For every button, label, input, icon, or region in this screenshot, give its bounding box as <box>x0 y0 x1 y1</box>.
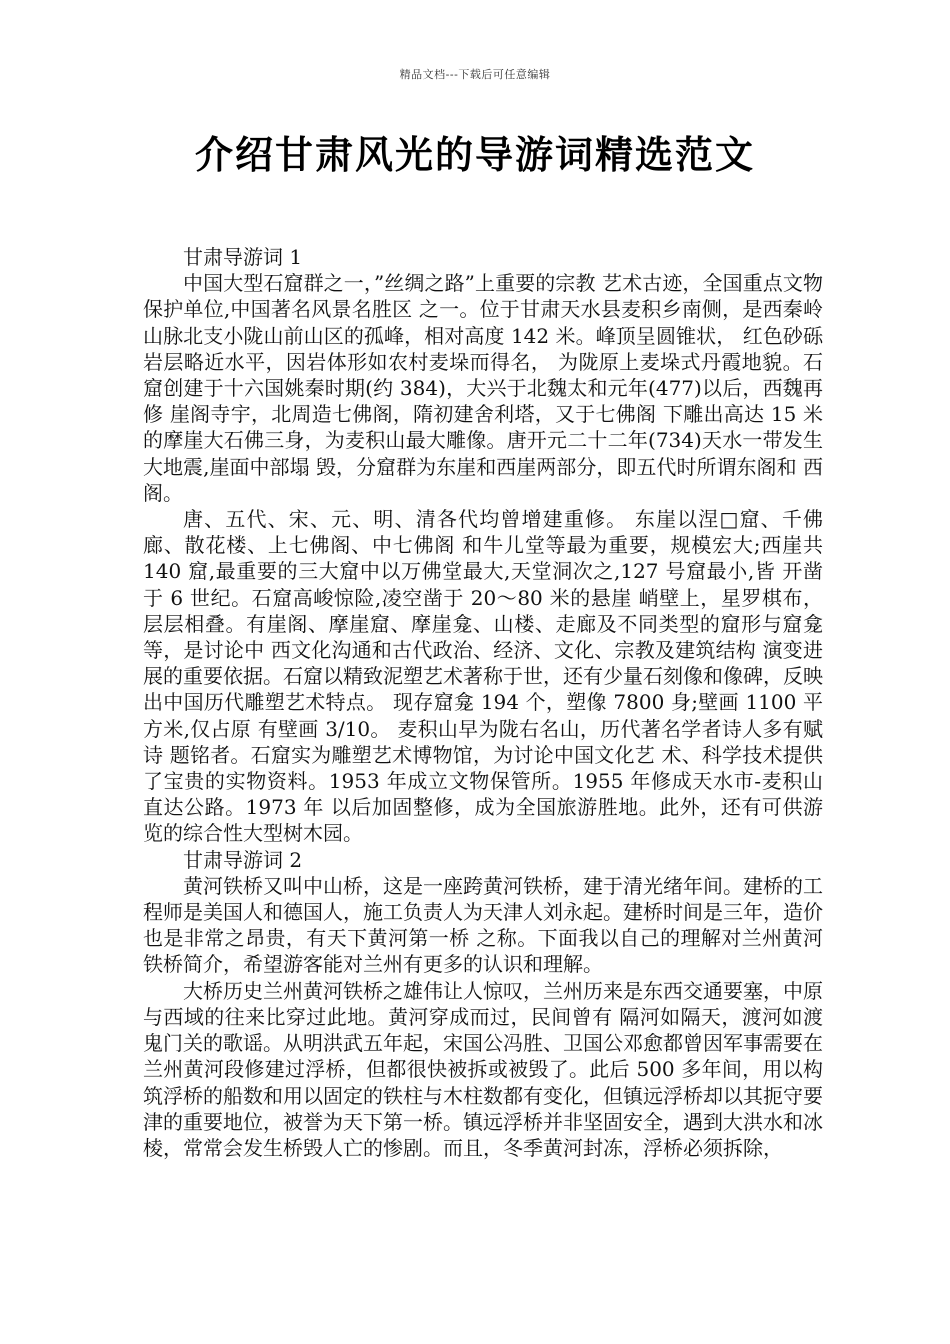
page-title: 介绍甘肃风光的导游词精选范文 <box>194 133 755 177</box>
paragraph-1: 中国大型石窟群之一，”丝绸之路”上重要的宗教 艺术古迹，全国重点文物保护单位,中国著名风景名胜区 之一。位于甘肃天水县麦积乡南侧，是西秦岭山脉北支小陇山前山区的孤峰，相对高度 142 米。峰顶呈圆锥状， 红色砂砾岩层略近水平，因岩体形如农村麦垛而得名， 为陇原上麦垛式丹霞地貌。石窟创建于十六国姚秦时期(约 384)，大兴于北魏太和元年(477)以后，西魏再修 崖阁寺宇，北周造七佛阁，隋初建舍利塔，又于七佛阁 下雕出高达 15 米的摩崖大石佛三身，为麦积山最大雕像。唐开元二十二年(734)天水一带发生大地震,崖面中部塌 毁，分窟群为东崖和西崖两部分，即五代时所谓东阁和 西阁。 <box>143 271 823 505</box>
document-body <box>143 244 823 1161</box>
header-note: 精品文档---下载后可任意编辑 <box>399 68 551 81</box>
paragraph-4: 大桥历史兰州黄河铁桥之雄伟让人惊叹，兰州历来是东西交通要塞，中原与西域的往来比穿过此地。黄河穿成而过，民间曾有 隔河如隔天，渡河如渡鬼门关的歌谣。从明洪武五年起，宋国公冯胜、卫国公邓愈都曾因军事需要在兰州黄河段修建过浮桥，但都很快被拆或被毁了。此后 500 多年间，用以构筑浮桥的船数和用以固定的铁柱与木柱数都有变化，但镇远浮桥却以其扼守要津的重要地位，被誉为天下第一桥。镇远浮桥并非坚固安全，遇到大洪水和冰棱，常常会发生桥毁人亡的惨剧。而且，冬季黄河封冻，浮桥必须拆除， <box>143 978 823 1160</box>
section-heading-2: 甘肃导游词 2 <box>183 847 303 872</box>
paragraph-2: 唐、五代、宋、元、明、清各代均曾增建重修。 东崖以涅□窟、千佛廊、散花楼、上七佛阁、中七佛阁 和牛儿堂等最为重要，规模宏大;西崖共 140 窟,最重要的三大窟中以万佛堂最大,天堂洞次之,127 号窟最小,皆 开凿于 6 世纪。石窟高峻惊险,凌空凿于 20～80 米的悬崖 峭壁上，星罗棋布，层层相叠。有崖阁、摩崖窟、摩崖龛、山楼、走廊及不同类型的窟形与窟龛等，是讨论中 西文化沟通和古代政治、经济、文化、宗教及建筑结构 演变进展的重要依据。石窟以精致泥塑艺术著称于世，还有少量石刻像和像碑，反映出中国历代雕塑艺术特点。 现存窟龛 194 个，塑像 7800 身;壁画 1100 平方米,仅占原 有壁画 3/10。 麦积山早为陇右名山，历代著名学者诗人多有赋诗 题铭者。石窟实为雕塑艺术博物馆，为讨论中国文化艺 术、科学技术提供了宝贵的实物资料。1953 年成立文物保管所。1955 年修成天水市-麦积山直达公路。1973 年 以后加固整修，成为全国旅游胜地。此外，还有可供游 览的综合性大型树木园。 <box>143 507 823 846</box>
paragraph-3: 黄河铁桥又叫中山桥，这是一座跨黄河铁桥，建于清光绪年间。建桥的工程师是美国人和德国人，施工负责人为天津人刘永起。建桥时间是三年，造价也是非常之昂贵，有天下黄河第一桥 之称。下面我以自己的理解对兰州黄河铁桥简介，希望游客能对兰州有更多的认识和理解。 <box>143 873 823 977</box>
section-heading-1: 甘肃导游词 1 <box>183 245 303 269</box>
